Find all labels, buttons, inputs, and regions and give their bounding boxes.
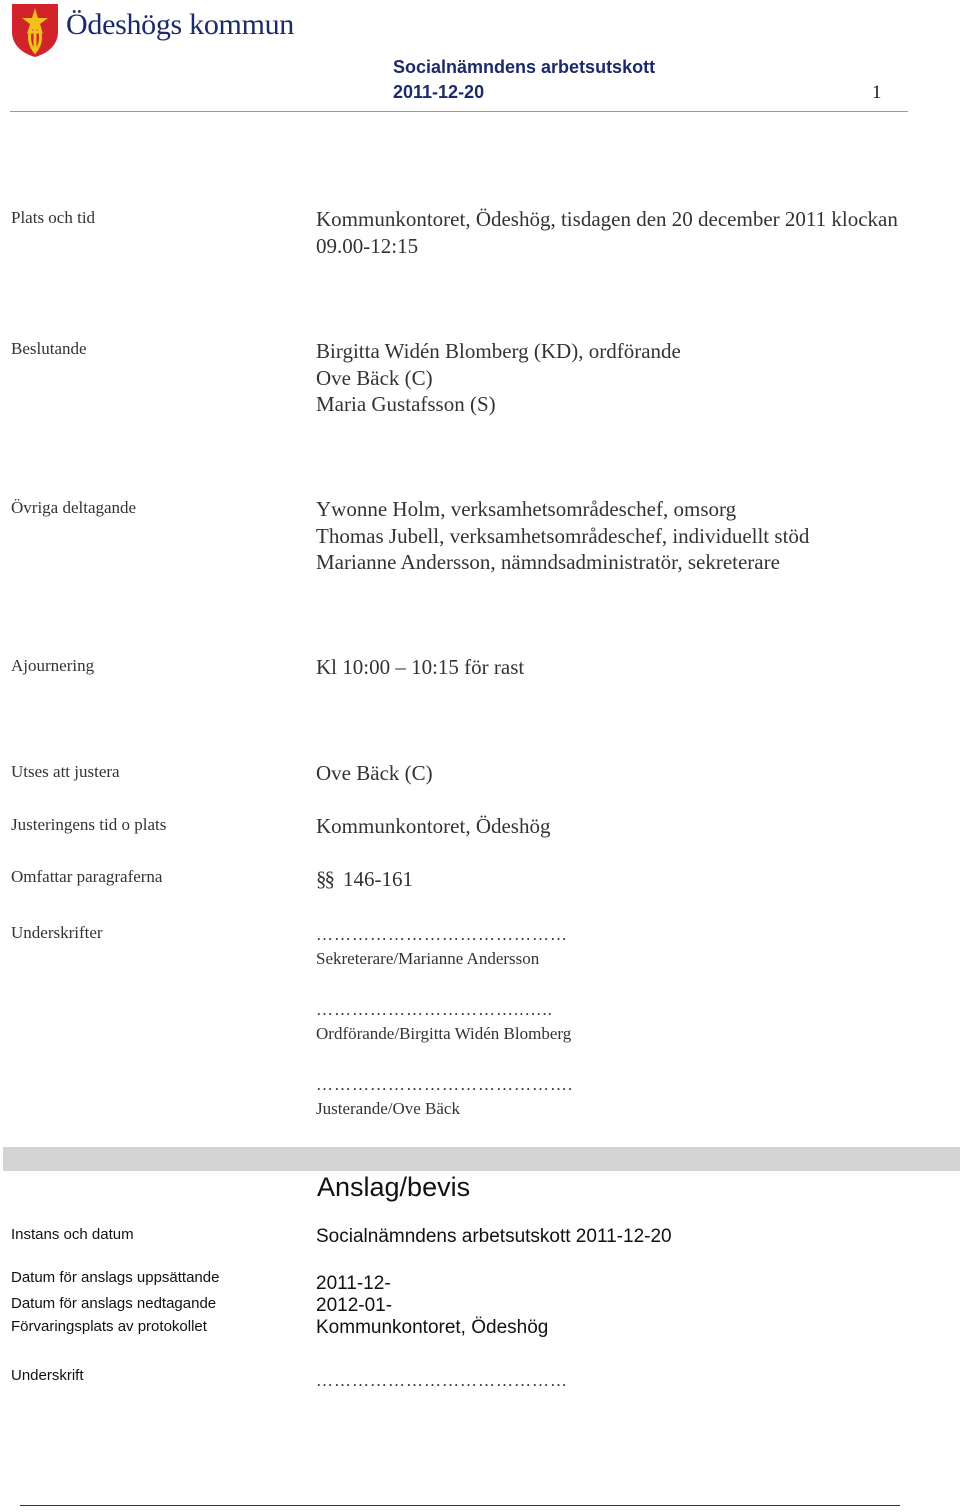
municipality-name: Ödeshögs kommun	[66, 8, 295, 41]
storage-value: Kommunkontoret, Ödeshög	[316, 1317, 549, 1338]
instance-label: Instans och datum	[11, 1226, 134, 1243]
adjuster-value: Ove Bäck (C)	[316, 761, 433, 785]
posted-value: 2011-12-	[316, 1273, 391, 1294]
removed-label: Datum för anslags nedtagande	[11, 1295, 217, 1312]
adjust-place-label: Justeringens tid o plats	[11, 815, 167, 834]
paragraphs-label: Omfattar paragraferna	[11, 867, 163, 886]
paragraph-range: 146-161	[343, 867, 413, 891]
signature-line: ……………………………..…..	[316, 1000, 553, 1019]
adjournment-value: Kl 10:00 – 10:15 för rast	[316, 655, 525, 679]
other-participant: Thomas Jubell, verksamhetsområdeschef, individuellt stöd	[316, 523, 810, 548]
municipality-logo-icon	[10, 2, 60, 58]
deciding-list	[316, 338, 681, 418]
signature-line: …………………………………….	[316, 1075, 574, 1094]
other-participant: Ywonne Holm, verksamhetsområdeschef, omsorg	[316, 497, 737, 521]
header-divider	[10, 111, 908, 112]
place-time-label: Plats och tid	[11, 208, 96, 227]
place-time-line: 09.00-12:15	[316, 233, 419, 258]
signature-line: ……………………………………	[316, 925, 568, 944]
header-committee: Socialnämndens arbetsutskott	[393, 57, 656, 77]
signature-name: Ordförande/Birgitta Widén Blomberg	[316, 1024, 572, 1043]
deciding-member: Maria Gustafsson (S)	[316, 392, 496, 416]
anslag-signature-line: ……………………………………	[316, 1371, 568, 1390]
paragraphs-value	[316, 866, 413, 893]
adjournment-label: Ajournering	[11, 656, 95, 675]
storage-label: Förvaringsplats av protokollet	[11, 1318, 207, 1335]
adjuster-label: Utses att justera	[11, 762, 120, 781]
deciding-member: Birgitta Widén Blomberg (KD), ordförande	[316, 339, 681, 363]
anslag-divider-bar	[3, 1147, 960, 1171]
instance-value: Socialnämndens arbetsutskott 2011-12-20	[316, 1226, 672, 1247]
header-date: 2011-12-20	[393, 82, 485, 102]
removed-value: 2012-01-	[316, 1295, 393, 1316]
signature-name: Sekreterare/Marianne Andersson	[316, 949, 540, 968]
place-time-line: Kommunkontoret, Ödeshög, tisdagen den 20 december 2011 klockan	[316, 207, 898, 231]
page-number: 1	[872, 82, 882, 103]
anslag-title: Anslag/bevis	[317, 1172, 471, 1202]
other-participant: Marianne Andersson, nämndsadministratör, sekreterare	[316, 550, 780, 574]
section-sign-icon: §§	[316, 867, 333, 891]
others-label: Övriga deltagande	[11, 498, 137, 517]
signature-label: Underskrift	[11, 1367, 84, 1384]
place-time-value	[316, 206, 898, 259]
footer-divider	[20, 1505, 900, 1506]
signature-name: Justerande/Ove Bäck	[316, 1099, 460, 1118]
others-list	[316, 496, 809, 576]
deciding-member: Ove Bäck (C)	[316, 365, 433, 390]
adjust-place-value: Kommunkontoret, Ödeshög	[316, 814, 551, 838]
deciding-label: Beslutande	[11, 339, 87, 358]
signatures-label: Underskrifter	[11, 923, 103, 942]
posted-label: Datum för anslags uppsättande	[11, 1269, 220, 1286]
